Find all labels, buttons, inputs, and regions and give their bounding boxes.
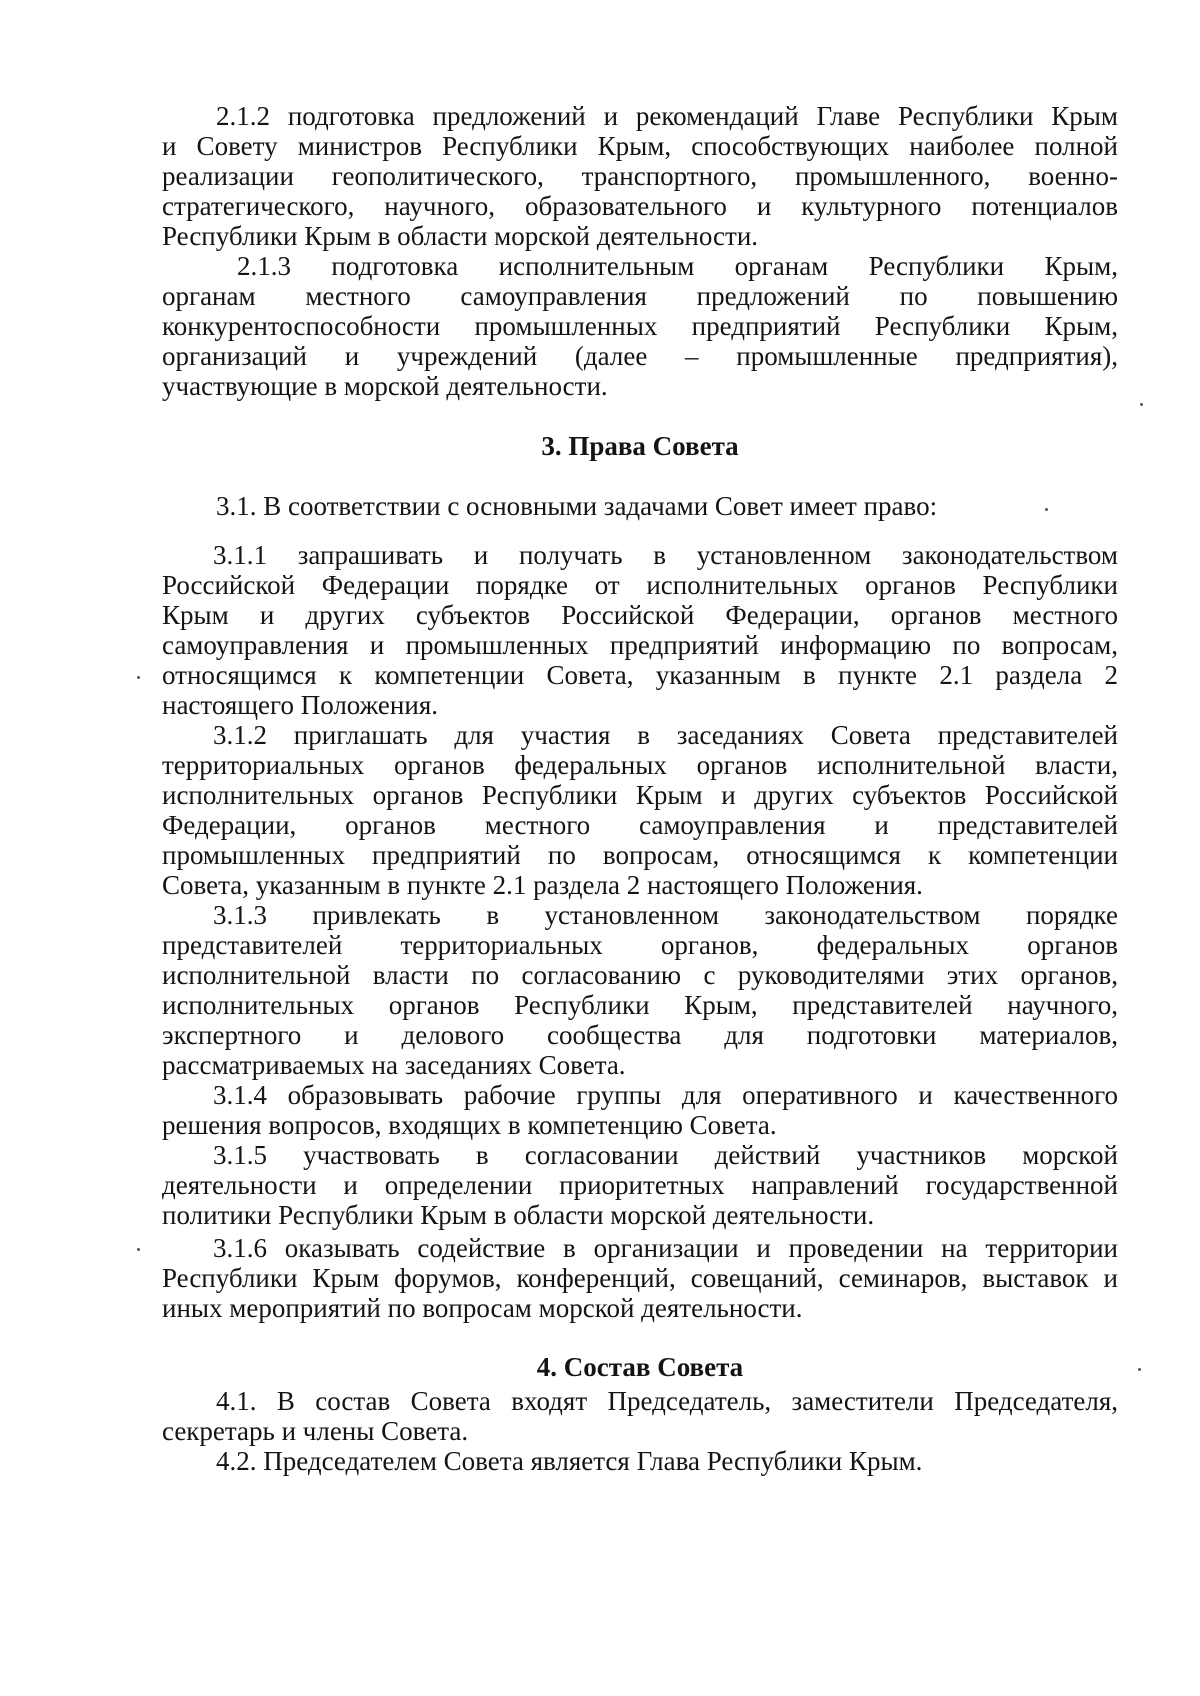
scan-speck: [137, 1248, 140, 1251]
text-line: представителей территориальных органов, федеральных органов: [162, 930, 1118, 960]
text-line: 2.1.3 подготовка исполнительным органам Республики Крым,: [237, 251, 1118, 281]
paragraph-3-1-2: [162, 720, 1118, 900]
text-line: экспертного и делового сообщества для подготовки материалов,: [162, 1020, 1118, 1050]
text-line: секретарь и члены Совета.: [162, 1416, 469, 1446]
text-line: 3.1.3 привлекать в установленном законодательством порядке: [213, 900, 1118, 930]
paragraph-3-1-4: [162, 1080, 1118, 1140]
text-line: стратегического, научного, образовательного и культурного потенциалов: [162, 191, 1118, 221]
text-line: конкурентоспособности промышленных предприятий Республики Крым,: [162, 311, 1118, 341]
text-line: реализации геополитического, транспортного, промышленного, военно-: [162, 161, 1118, 191]
text-line: 4.1. В состав Совета входят Председатель, заместители Председателя,: [216, 1386, 1118, 1416]
text-line: решения вопросов, входящих в компетенцию Совета.: [162, 1110, 777, 1140]
scan-speck: [1045, 508, 1048, 511]
text-line: рассматриваемых на заседаниях Совета.: [162, 1050, 626, 1080]
text-line: Российской Федерации порядке от исполнительных органов Республики: [162, 570, 1118, 600]
text-line: органам местного самоуправления предложений по повышению: [162, 281, 1118, 311]
text-line: и Совету министров Республики Крым, способствующих наиболее полной: [162, 131, 1118, 161]
text-line: настоящего Положения.: [162, 690, 438, 720]
text-line: 3.1.4 образовывать рабочие группы для оперативного и качественного: [213, 1080, 1118, 1110]
section-heading-3: 3. Права Совета: [541, 431, 739, 461]
paragraph-3-1-3: [162, 900, 1118, 1080]
paragraph-3-1-1: [162, 540, 1118, 720]
text-line: 3.1. В соответствии с основными задачами Совет имеет право:: [216, 491, 938, 521]
text-line: 3.1.2 приглашать для участия в заседаниях Совета представителей: [213, 720, 1118, 750]
text-line: исполнительной власти по согласованию с руководителями этих органов,: [162, 960, 1118, 990]
text-line: 3.1.6 оказывать содействие в организации и проведении на территории: [213, 1233, 1118, 1263]
text-line: участвующие в морской деятельности.: [162, 371, 608, 401]
text-line: деятельности и определении приоритетных направлений государственной: [162, 1170, 1118, 1200]
text-line: территориальных органов федеральных органов исполнительной власти,: [162, 750, 1118, 780]
paragraph-3-1: [162, 491, 1118, 521]
text-line: исполнительных органов Республики Крым, представителей научного,: [162, 990, 1118, 1020]
paragraph-2-1-3: [162, 251, 1118, 401]
paragraph-2-1-2: [162, 101, 1118, 251]
scan-speck: [1138, 1368, 1141, 1371]
scan-speck: [1140, 403, 1143, 406]
text-line: самоуправления и промышленных предприятий информацию по вопросам,: [162, 630, 1118, 660]
section-heading-4: 4. Состав Совета: [536, 1352, 744, 1382]
scan-speck: [137, 676, 140, 679]
text-line: Республики Крым в области морской деятельности.: [162, 221, 759, 251]
text-line: 3.1.5 участвовать в согласовании действий участников морской: [213, 1140, 1118, 1170]
text-line: организаций и учреждений (далее – промышленные предприятия),: [162, 341, 1118, 371]
text-line: иных мероприятий по вопросам морской деятельности.: [162, 1293, 803, 1323]
text-line: исполнительных органов Республики Крым и других субъектов Российской: [162, 780, 1118, 810]
text-line: политики Республики Крым в области морской деятельности.: [162, 1200, 875, 1230]
text-line: относящимся к компетенции Совета, указанным в пункте 2.1 раздела 2: [162, 660, 1118, 690]
text-line: Совета, указанным в пункте 2.1 раздела 2 настоящего Положения.: [162, 870, 923, 900]
text-line: 2.1.2 подготовка предложений и рекомендаций Главе Республики Крым: [216, 101, 1118, 131]
paragraph-4-2: [162, 1446, 1118, 1476]
paragraph-3-1-6: [162, 1233, 1118, 1323]
text-line: промышленных предприятий по вопросам, относящимся к компетенции: [162, 840, 1118, 870]
text-line: Республики Крым форумов, конференций, совещаний, семинаров, выставок и: [162, 1263, 1118, 1293]
paragraph-3-1-5: [162, 1140, 1118, 1230]
paragraph-4-1: [162, 1386, 1118, 1446]
text-line: 3.1.1 запрашивать и получать в установленном законодательством: [213, 540, 1118, 570]
text-line: Крым и других субъектов Российской Федерации, органов местного: [162, 600, 1118, 630]
text-line: 4.2. Председателем Совета является Глава Республики Крым.: [216, 1446, 923, 1476]
text-line: Федерации, органов местного самоуправления и представителей: [162, 810, 1118, 840]
